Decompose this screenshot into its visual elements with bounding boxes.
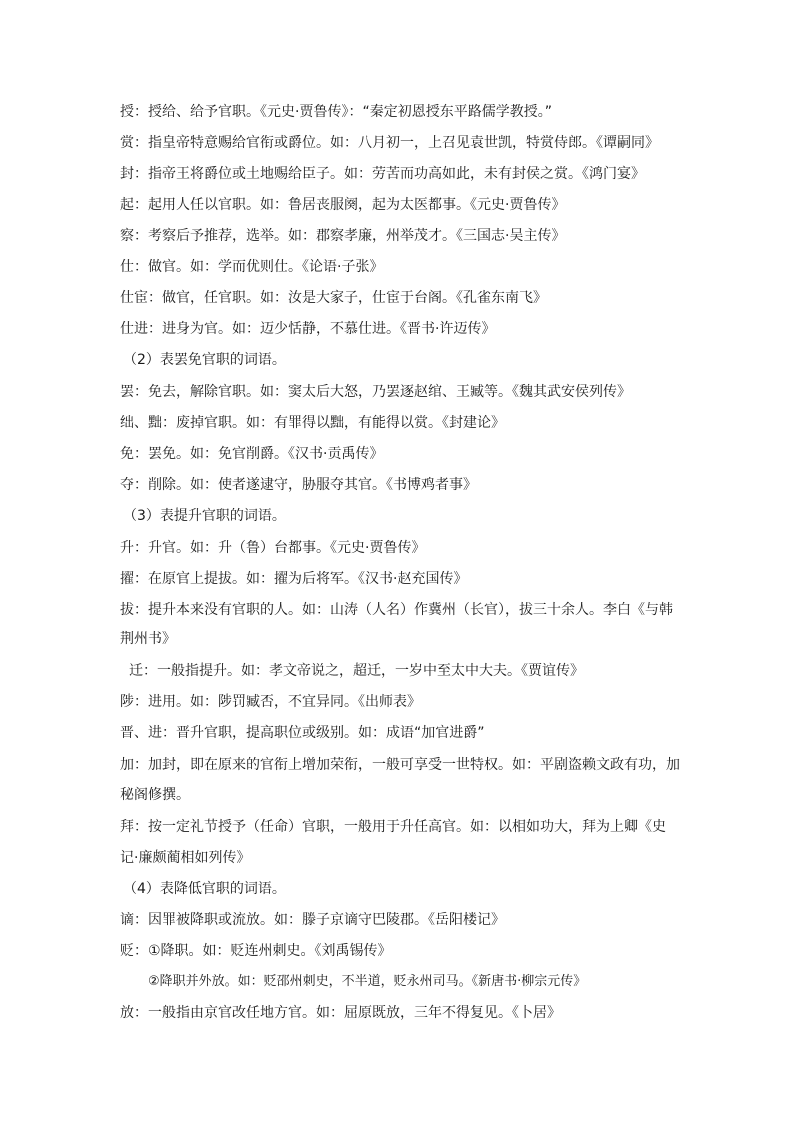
text-line-zhi: 陟：进用。如：陟罚臧否，不宜异同。《出师表》 xyxy=(120,694,421,710)
text-line-jin: 晋、进：晋升官职，提高职位或级别。如：成语“加官进爵” xyxy=(120,725,485,741)
text-line-chu: 绌、黜：废掉官职。如：有罪得以黜，有能得以赏。《封建论》 xyxy=(120,415,505,431)
text-line-bai: 拜：按一定礼节授予（任命）官职，一般用于升任高官。如：以相如功大，拜为上卿《史 xyxy=(120,819,666,835)
text-line-sheng: 升：升官。如：升（鲁）台都事。《元史·贾鲁传》 xyxy=(120,540,426,556)
text-line-ba: 罢：免去，解除官职。如：窦太后大怒，乃罢逐赵绾、王臧等。《魏其武安侯列传》 xyxy=(120,384,631,400)
text-line-ba2-cont: 荆州书》 xyxy=(120,631,176,647)
text-line-feng: 封：指帝王将爵位或土地赐给臣子。如：劳苦而功高如此，未有封侯之赏。《鸿门宴》 xyxy=(120,166,645,182)
text-line-zhe: 谪：因罪被降职或流放。如：滕子京谪守巴陵郡。《岳阳楼记》 xyxy=(120,912,505,928)
text-line-jia: 加：加封，即在原来的官衔上增加荣衔，一般可享受一世特权。如：平剧盗赖文政有功，加 xyxy=(120,757,680,773)
section-heading-2: （2）表罢免官职的词语。 xyxy=(123,352,286,368)
text-line-bian-2: ②降职并外放。如：贬邵州刺史，不半道，贬永州司马。《新唐书·柳宗元传》 xyxy=(148,974,587,989)
text-line-shou: 授：授给、给予官职。《元史·贾鲁传》：“秦定初恩授东平路儒学教授。” xyxy=(120,104,552,120)
text-line-qian: 迁：一般指提升。如：孝文帝说之，超迁，一岁中至太中大夫。《贾谊传》 xyxy=(129,663,584,679)
text-line-zhuo: 擢：在原官上提拔。如：擢为后将军。《汉书·赵充国传》 xyxy=(120,571,468,587)
text-line-bai-cont: 记·廉颇蔺相如列传》 xyxy=(120,850,251,866)
text-line-shang: 赏：指皇帝特意赐给官衔或爵位。如：八月初一，上召见袁世凯，特赏侍郎。《谭嗣同》 xyxy=(120,135,659,151)
text-line-qi: 起：起用人任以官职。如：鲁居丧服阕，起为太医都事。《元史·贾鲁传》 xyxy=(120,197,566,213)
text-line-mian: 免：罢免。如：免官削爵。《汉书·贡禹传》 xyxy=(120,446,384,462)
text-line-shi: 仕：做官。如：学而优则仕。《论语·子张》 xyxy=(120,259,384,275)
text-line-cha: 察：考察后予推荐，选举。如：郡察孝廉，州举茂才。《三国志·吴主传》 xyxy=(120,228,566,244)
text-line-duo: 夺：削除。如：使者遂逮守，胁服夺其官。《书博鸡者事》 xyxy=(120,477,477,493)
text-line-jia-cont: 秘阁修撰。 xyxy=(120,787,190,803)
text-line-shihuan: 仕宦：做官，任官职。如：汝是大家子，仕宦于台阁。《孔雀东南飞》 xyxy=(120,290,547,306)
text-line-shijin: 仕进：进身为官。如：迈少恬静，不慕仕进。《晋书·许迈传》 xyxy=(120,321,496,337)
text-line-bian: 贬：①降职。如：贬连州刺史。《刘禹锡传》 xyxy=(120,943,392,959)
section-heading-4: （4）表降低官职的词语。 xyxy=(123,881,286,897)
text-line-fang: 放：一般指由京官改任地方官。如：屈原既放，三年不得复见。《卜居》 xyxy=(120,1005,561,1021)
text-line-ba2: 拔：提升本来没有官职的人。如：山涛（人名）作冀州（长官），拔三十余人。李白《与韩 xyxy=(120,602,673,618)
section-heading-3: （3）表提升官职的词语。 xyxy=(123,508,286,524)
